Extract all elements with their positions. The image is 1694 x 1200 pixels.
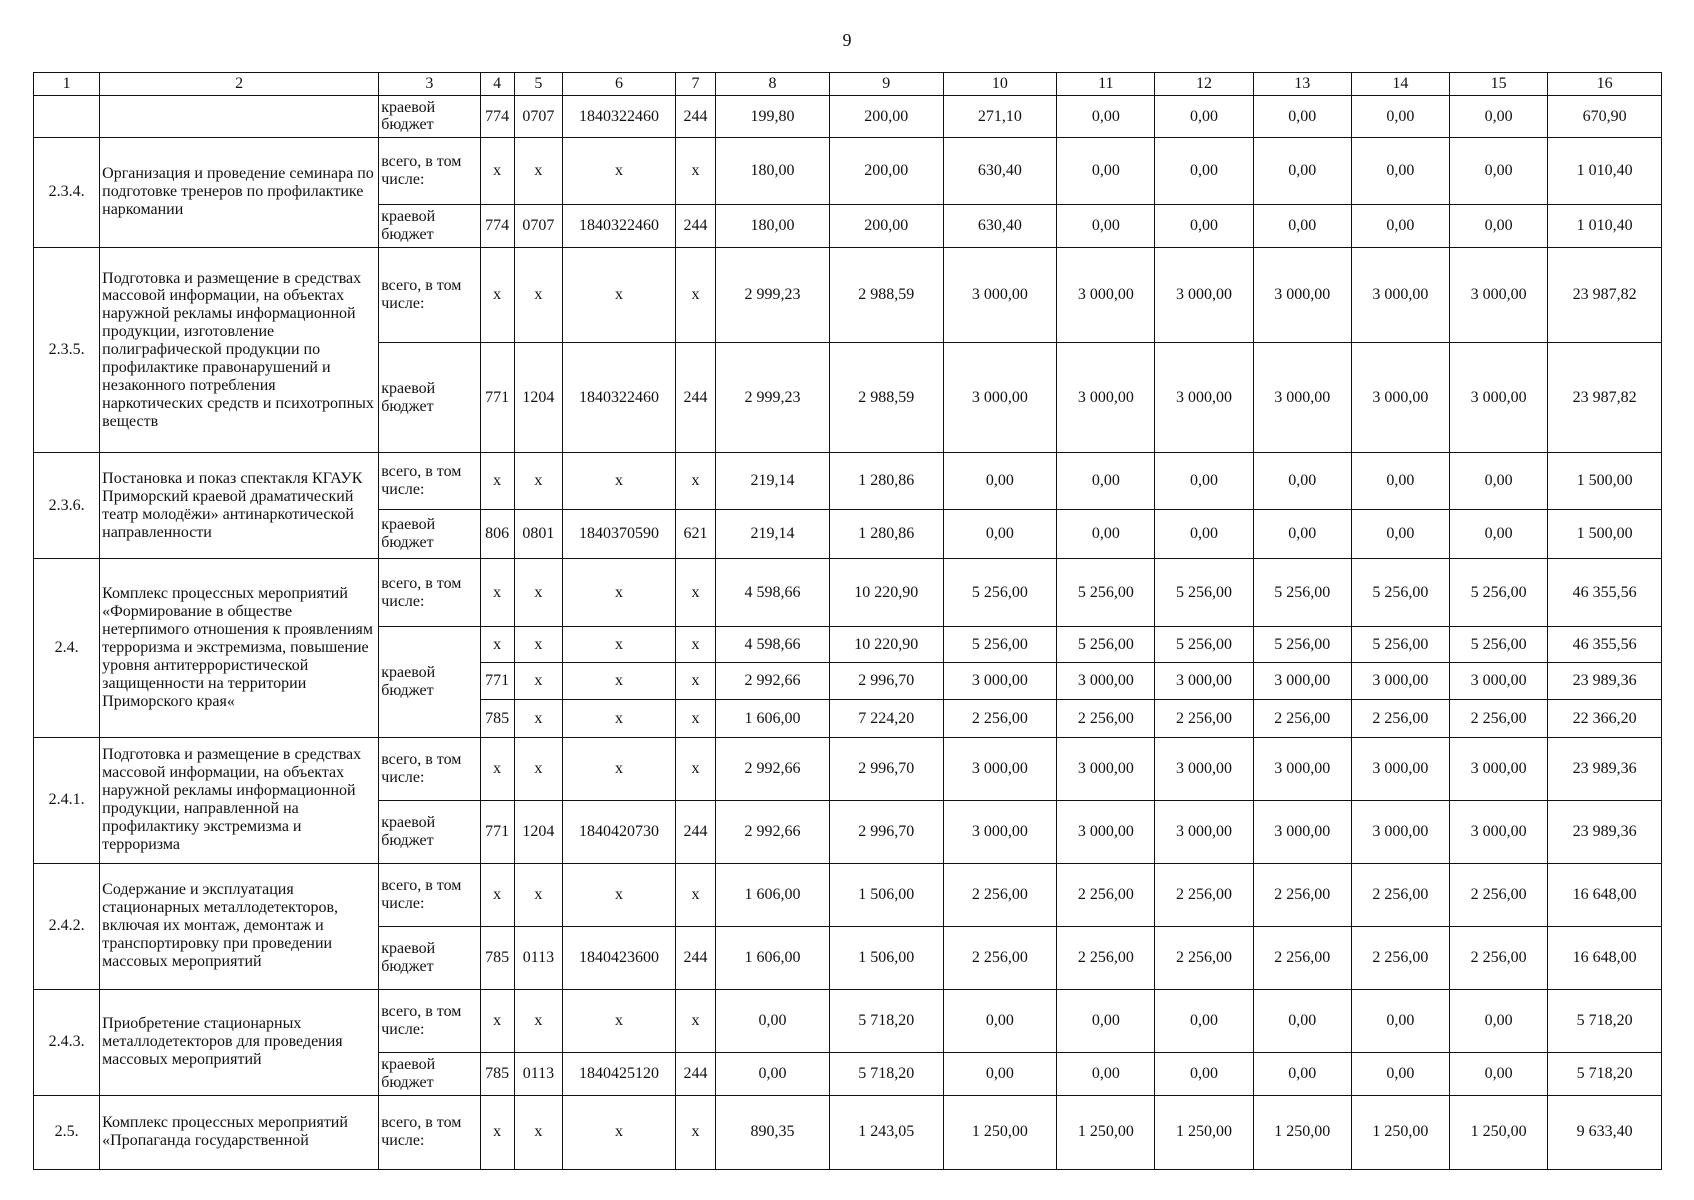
item-name-cell: Комплекс процессных мероприятий «Пропаганда государственной [100,1095,379,1169]
item-name-cell: Постановка и показ спектакля КГАУК Приморский краевой драматический театр молодёжи» антинаркотической направленности [100,453,379,559]
value-cell: 5 256,00 [1253,627,1351,663]
value-cell: x [514,559,563,627]
value-cell: 10 220,90 [829,559,943,627]
header-cell: 13 [1253,73,1351,96]
value-cell: 0,00 [1155,137,1253,205]
value-cell: 774 [480,96,514,137]
value-cell: 2 256,00 [1449,700,1547,737]
funding-source-cell: всего, в том числе: [379,863,480,927]
value-cell: 5 256,00 [1057,559,1155,627]
value-cell: 2 256,00 [943,700,1057,737]
value-cell: 16 648,00 [1548,927,1662,990]
value-cell: 771 [480,663,514,700]
funding-source-cell: всего, в том числе: [379,137,480,205]
value-cell: 2 256,00 [1155,863,1253,927]
value-cell: 1204 [514,801,563,864]
value-cell: 244 [675,96,715,137]
value-cell: 1840420730 [563,801,676,864]
table-row [34,559,1662,627]
value-cell: 5 256,00 [1449,559,1547,627]
value-cell: 3 000,00 [1351,343,1449,453]
value-cell: 1 250,00 [1057,1095,1155,1169]
value-cell: x [563,627,676,663]
item-number-cell: 2.3.4. [34,137,100,247]
value-cell: 7 224,20 [829,700,943,737]
funding-source-cell: краевой бюджет [379,927,480,990]
value-cell: x [514,863,563,927]
header-cell: 10 [943,73,1057,96]
value-cell: x [480,863,514,927]
value-cell: 5 256,00 [1057,627,1155,663]
value-cell: 0,00 [1449,96,1547,137]
value-cell: 0,00 [1253,96,1351,137]
value-cell: x [480,737,514,801]
value-cell: 3 000,00 [943,343,1057,453]
value-cell: 2 256,00 [1449,927,1547,990]
value-cell: 3 000,00 [1155,801,1253,864]
value-cell: 1 010,40 [1548,137,1662,205]
value-cell: 890,35 [716,1095,830,1169]
value-cell: 2 992,66 [716,801,830,864]
value-cell: 0,00 [1449,137,1547,205]
value-cell: 0,00 [1155,96,1253,137]
value-cell: 5 718,20 [1548,1053,1662,1095]
value-cell: 3 000,00 [1449,737,1547,801]
value-cell: 5 256,00 [1351,627,1449,663]
value-cell: x [675,737,715,801]
value-cell: 2 988,59 [829,247,943,342]
value-cell: 2 256,00 [1057,863,1155,927]
value-cell: 0,00 [1155,989,1253,1053]
value-cell: 2 999,23 [716,343,830,453]
value-cell: 244 [675,927,715,990]
value-cell: 0,00 [716,989,830,1053]
value-cell: 3 000,00 [1253,343,1351,453]
value-cell: 0,00 [1253,1053,1351,1095]
value-cell: x [675,137,715,205]
item-name-cell: Организация и проведение семинара по подготовке тренеров по профилактике наркомании [100,137,379,247]
value-cell: 785 [480,927,514,990]
value-cell: 0,00 [943,453,1057,509]
value-cell: x [514,627,563,663]
value-cell: 23 989,36 [1548,663,1662,700]
value-cell: 1 606,00 [716,863,830,927]
value-cell: 0,00 [1351,509,1449,559]
value-cell: 0,00 [1057,1053,1155,1095]
value-cell: 1 250,00 [1449,1095,1547,1169]
value-cell: 4 598,66 [716,559,830,627]
header-cell: 14 [1351,73,1449,96]
value-cell: 200,00 [829,96,943,137]
value-cell: 0,00 [1351,1053,1449,1095]
value-cell: 621 [675,509,715,559]
value-cell: 0,00 [1057,137,1155,205]
funding-source-cell: всего, в том числе: [379,1095,480,1169]
item-name-cell: Подготовка и размещение в средствах массовой информации, на объектах наружной рекламы информационной продукции, направленной на профилактику экстремизма и терроризма [100,737,379,863]
value-cell: 2 996,70 [829,663,943,700]
item-number-cell: 2.3.6. [34,453,100,559]
value-cell: x [675,663,715,700]
value-cell: 4 598,66 [716,627,830,663]
table-row [34,96,1662,137]
value-cell: x [480,989,514,1053]
value-cell: 3 000,00 [1253,737,1351,801]
value-cell: 23 987,82 [1548,247,1662,342]
value-cell: 5 256,00 [1449,627,1547,663]
value-cell: 0,00 [943,989,1057,1053]
value-cell: 1840370590 [563,509,676,559]
value-cell: 1840425120 [563,1053,676,1095]
value-cell: 0707 [514,96,563,137]
value-cell: 2 256,00 [1351,927,1449,990]
value-cell: x [480,137,514,205]
value-cell: 1 010,40 [1548,205,1662,247]
value-cell: 2 256,00 [1057,927,1155,990]
value-cell: 23 987,82 [1548,343,1662,453]
value-cell: 0,00 [1253,205,1351,247]
funding-source-cell: краевой бюджет [379,343,480,453]
item-name-cell [100,96,379,137]
value-cell: 2 256,00 [1155,700,1253,737]
value-cell: 0,00 [1057,509,1155,559]
header-cell: 5 [514,73,563,96]
value-cell: 0,00 [1155,1053,1253,1095]
value-cell: 2 996,70 [829,737,943,801]
value-cell: 771 [480,801,514,864]
value-cell: 1 250,00 [1253,1095,1351,1169]
funding-source-cell: краевой бюджет [379,96,480,137]
value-cell: 5 718,20 [829,989,943,1053]
value-cell: 219,14 [716,453,830,509]
value-cell: 3 000,00 [1155,247,1253,342]
value-cell: x [675,700,715,737]
value-cell: 1 506,00 [829,863,943,927]
value-cell: x [514,453,563,509]
value-cell: 0,00 [943,509,1057,559]
header-cell: 4 [480,73,514,96]
table-row [34,1095,1662,1169]
item-name-cell: Подготовка и размещение в средствах массовой информации, на объектах наружной рекламы информационной продукции, изготовление полиграфической продукции по профилактике правонарушений и незаконного потребления наркотических средств и психотропных веществ [100,247,379,453]
value-cell: 1 500,00 [1548,453,1662,509]
value-cell: 1 280,86 [829,453,943,509]
value-cell: x [675,863,715,927]
value-cell: 0,00 [1351,453,1449,509]
value-cell: 0113 [514,1053,563,1095]
value-cell: 0,00 [1057,96,1155,137]
value-cell: 10 220,90 [829,627,943,663]
value-cell: 785 [480,1053,514,1095]
value-cell: 1840322460 [563,343,676,453]
value-cell: 0,00 [1057,989,1155,1053]
value-cell: 0,00 [1351,96,1449,137]
value-cell: x [514,663,563,700]
value-cell: x [563,1095,676,1169]
value-cell: 0,00 [1449,509,1547,559]
item-number-cell: 2.3.5. [34,247,100,453]
value-cell: 0,00 [1449,1053,1547,1095]
value-cell: x [514,700,563,737]
value-cell: 200,00 [829,137,943,205]
value-cell: 0,00 [716,1053,830,1095]
value-cell: 2 999,23 [716,247,830,342]
value-cell: 1 250,00 [943,1095,1057,1169]
value-cell: 3 000,00 [1057,737,1155,801]
value-cell: 23 989,36 [1548,801,1662,864]
funding-source-cell: краевой бюджет [379,801,480,864]
value-cell: 22 366,20 [1548,700,1662,737]
funding-source-cell: всего, в том числе: [379,247,480,342]
value-cell: 0,00 [943,1053,1057,1095]
value-cell: x [514,247,563,342]
value-cell: 199,80 [716,96,830,137]
value-cell: 0,00 [1449,205,1547,247]
table-row [34,737,1662,801]
value-cell: x [480,627,514,663]
value-cell: 46 355,56 [1548,627,1662,663]
value-cell: 0,00 [1253,137,1351,205]
table-row [34,137,1662,205]
value-cell: 0,00 [1155,453,1253,509]
header-cell: 16 [1548,73,1662,96]
value-cell: 5 256,00 [1351,559,1449,627]
value-cell: 2 256,00 [1253,927,1351,990]
value-cell: x [563,559,676,627]
item-name-cell: Содержание и эксплуатация стационарных металлодетекторов, включая их монтаж, демонтаж и транспортировку при проведении массовых мероприятий [100,863,379,989]
value-cell: 46 355,56 [1548,559,1662,627]
value-cell: 0,00 [1351,989,1449,1053]
value-cell: 5 256,00 [943,559,1057,627]
value-cell: 1 250,00 [1351,1095,1449,1169]
value-cell: 3 000,00 [1351,247,1449,342]
value-cell: 2 256,00 [943,927,1057,990]
value-cell: x [514,989,563,1053]
value-cell: 9 633,40 [1548,1095,1662,1169]
value-cell: 2 988,59 [829,343,943,453]
value-cell: 3 000,00 [1057,663,1155,700]
value-cell: 5 718,20 [1548,989,1662,1053]
value-cell: 3 000,00 [1253,247,1351,342]
value-cell: 3 000,00 [1057,247,1155,342]
value-cell: 5 256,00 [1155,627,1253,663]
item-number-cell: 2.4. [34,559,100,737]
value-cell: 5 256,00 [1253,559,1351,627]
item-number-cell: 2.4.1. [34,737,100,863]
value-cell: 2 256,00 [1253,700,1351,737]
value-cell: 219,14 [716,509,830,559]
table-row [34,989,1662,1053]
value-cell: 1 280,86 [829,509,943,559]
funding-source-cell: краевой бюджет [379,1053,480,1095]
value-cell: 0,00 [1155,205,1253,247]
value-cell: 2 992,66 [716,737,830,801]
value-cell: x [563,989,676,1053]
value-cell: 2 996,70 [829,801,943,864]
item-number-cell [34,96,100,137]
value-cell: x [514,137,563,205]
value-cell: 0,00 [1449,989,1547,1053]
value-cell: 200,00 [829,205,943,247]
table-row [34,247,1662,342]
value-cell: 774 [480,205,514,247]
value-cell: 0,00 [1253,453,1351,509]
value-cell: 3 000,00 [943,737,1057,801]
value-cell: 244 [675,1053,715,1095]
value-cell: 5 718,20 [829,1053,943,1095]
value-cell: x [563,247,676,342]
item-number-cell: 2.5. [34,1095,100,1169]
header-row [34,73,1662,96]
header-cell: 15 [1449,73,1547,96]
value-cell: x [675,989,715,1053]
value-cell: 785 [480,700,514,737]
header-cell: 6 [563,73,676,96]
table-row [34,863,1662,927]
value-cell: 2 256,00 [1253,863,1351,927]
value-cell: 1840322460 [563,96,676,137]
value-cell: x [563,137,676,205]
value-cell: x [514,1095,563,1169]
value-cell: 0,00 [1155,509,1253,559]
header-cell: 3 [379,73,480,96]
value-cell: 5 256,00 [943,627,1057,663]
value-cell: 1 250,00 [1155,1095,1253,1169]
value-cell: 3 000,00 [1057,343,1155,453]
item-number-cell: 2.4.3. [34,989,100,1095]
value-cell: 5 256,00 [1155,559,1253,627]
value-cell: 771 [480,343,514,453]
value-cell: 2 256,00 [1351,863,1449,927]
value-cell: 1204 [514,343,563,453]
value-cell: 180,00 [716,205,830,247]
value-cell: 271,10 [943,96,1057,137]
value-cell: 3 000,00 [1253,801,1351,864]
value-cell: 3 000,00 [1449,247,1547,342]
value-cell: 244 [675,205,715,247]
funding-source-cell: всего, в том числе: [379,737,480,801]
budget-table [33,72,1662,1170]
value-cell: 3 000,00 [1351,737,1449,801]
value-cell: 2 992,66 [716,663,830,700]
value-cell: 3 000,00 [1351,663,1449,700]
item-number-cell: 2.4.2. [34,863,100,989]
header-cell: 11 [1057,73,1155,96]
header-cell: 8 [716,73,830,96]
value-cell: 0707 [514,205,563,247]
header-cell: 12 [1155,73,1253,96]
value-cell: x [480,453,514,509]
value-cell: 630,40 [943,137,1057,205]
value-cell: x [563,863,676,927]
value-cell: 3 000,00 [1449,801,1547,864]
value-cell: x [563,700,676,737]
value-cell: 630,40 [943,205,1057,247]
value-cell: 0,00 [1351,137,1449,205]
header-cell: 2 [100,73,379,96]
value-cell: 1840322460 [563,205,676,247]
header-cell: 7 [675,73,715,96]
value-cell: 1 500,00 [1548,509,1662,559]
value-cell: 3 000,00 [1057,801,1155,864]
value-cell: 1 506,00 [829,927,943,990]
value-cell: 3 000,00 [943,247,1057,342]
value-cell: 0801 [514,509,563,559]
value-cell: x [480,1095,514,1169]
value-cell: 0,00 [1057,453,1155,509]
value-cell: 3 000,00 [943,663,1057,700]
value-cell: x [480,559,514,627]
funding-source-cell: всего, в том числе: [379,559,480,627]
value-cell: x [563,737,676,801]
value-cell: 3 000,00 [1449,663,1547,700]
value-cell: x [675,453,715,509]
value-cell: 3 000,00 [1449,343,1547,453]
value-cell: 1 243,05 [829,1095,943,1169]
value-cell: 0,00 [1253,989,1351,1053]
value-cell: 244 [675,801,715,864]
value-cell: 0,00 [1253,509,1351,559]
value-cell: 670,90 [1548,96,1662,137]
value-cell: 244 [675,343,715,453]
value-cell: 0113 [514,927,563,990]
funding-source-cell: краевой бюджет [379,509,480,559]
value-cell: 2 256,00 [1155,927,1253,990]
value-cell: 23 989,36 [1548,737,1662,801]
value-cell: x [563,453,676,509]
value-cell: x [480,247,514,342]
value-cell: 180,00 [716,137,830,205]
item-name-cell: Приобретение стационарных металлодетекторов для проведения массовых мероприятий [100,989,379,1095]
value-cell: 16 648,00 [1548,863,1662,927]
header-cell: 1 [34,73,100,96]
value-cell: 3 000,00 [1155,663,1253,700]
value-cell: 2 256,00 [1449,863,1547,927]
funding-source-cell: краевой бюджет [379,627,480,737]
funding-source-cell: краевой бюджет [379,205,480,247]
value-cell: 3 000,00 [1253,663,1351,700]
value-cell: 1 606,00 [716,700,830,737]
value-cell: x [675,247,715,342]
value-cell: 1840423600 [563,927,676,990]
value-cell: 3 000,00 [1155,737,1253,801]
value-cell: 2 256,00 [1057,700,1155,737]
value-cell: 806 [480,509,514,559]
value-cell: x [514,737,563,801]
value-cell: 2 256,00 [1351,700,1449,737]
funding-source-cell: всего, в том числе: [379,453,480,509]
value-cell: x [563,663,676,700]
value-cell: 0,00 [1351,205,1449,247]
value-cell: 3 000,00 [1155,343,1253,453]
funding-source-cell: всего, в том числе: [379,989,480,1053]
value-cell: 0,00 [1057,205,1155,247]
value-cell: x [675,627,715,663]
value-cell: x [675,559,715,627]
value-cell: 0,00 [1449,453,1547,509]
item-name-cell: Комплекс процессных мероприятий «Формирование в обществе нетерпимого отношения к проявлениям терроризма и экстремизма, повышение уровня антитеррористической защищенности на территории Приморского края« [100,559,379,737]
value-cell: 3 000,00 [943,801,1057,864]
page-number: 9 [842,30,852,50]
value-cell: 2 256,00 [943,863,1057,927]
header-cell: 9 [829,73,943,96]
value-cell: x [675,1095,715,1169]
value-cell: 1 606,00 [716,927,830,990]
table-row [34,453,1662,509]
value-cell: 3 000,00 [1351,801,1449,864]
